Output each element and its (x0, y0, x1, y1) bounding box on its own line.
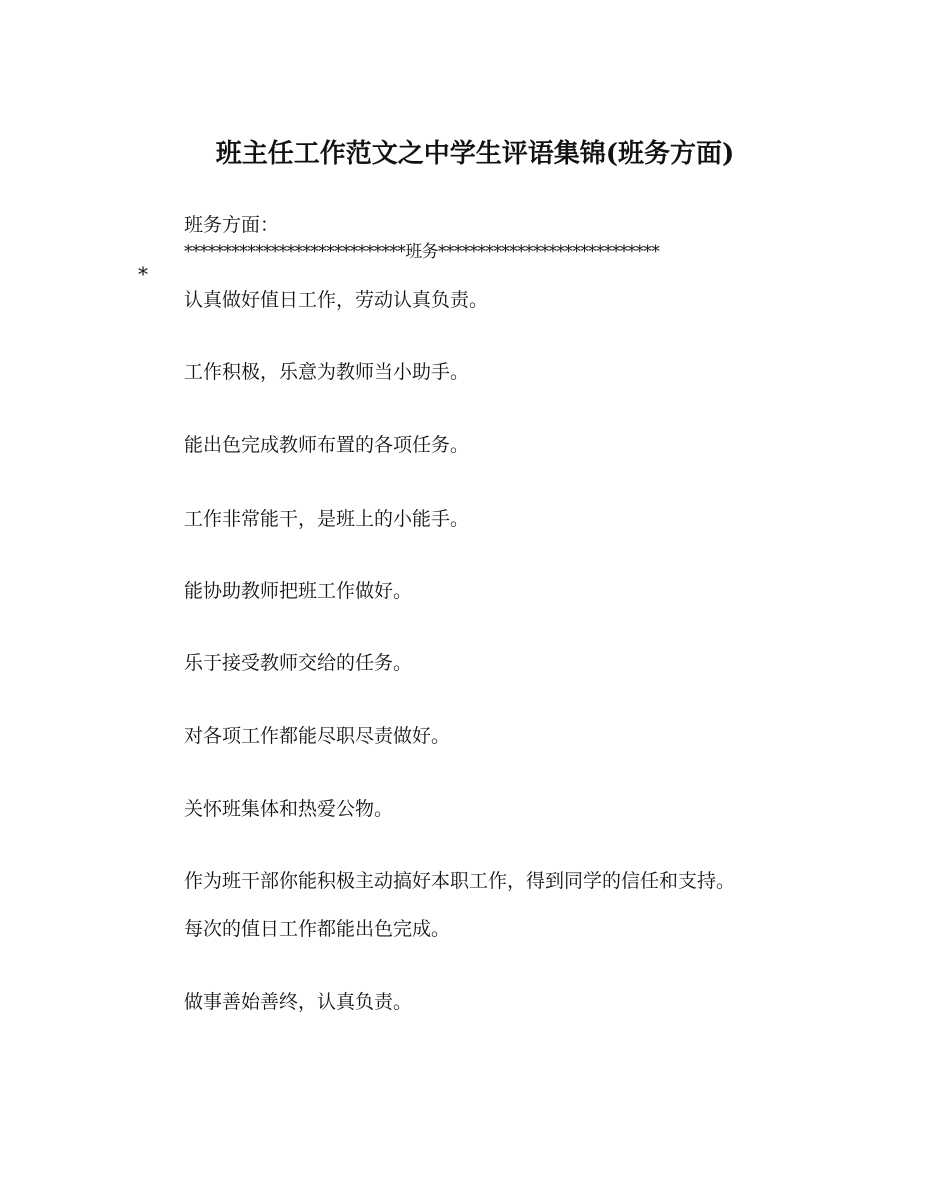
comment-line: 能协助教师把班工作做好。 (184, 580, 413, 602)
comment-line: 能出色完成教师布置的各项任务。 (184, 434, 470, 456)
divider-stars-right: **************************** (438, 242, 660, 262)
comment-line: 工作积极，乐意为教师当小助手。 (184, 361, 470, 383)
section-label: 班务方面： (184, 214, 280, 236)
comment-line: 每次的值日工作都能出色完成。 (184, 918, 451, 940)
section-divider (184, 237, 824, 262)
comment-line: 认真做好值日工作，劳动认真负责。 (184, 289, 489, 311)
comment-line: 对各项工作都能尽职尽责做好。 (184, 725, 451, 747)
comment-line: 作为班干部你能积极主动搞好本职工作，得到同学的信任和支持。 (184, 870, 736, 892)
comment-line: 工作非常能干，是班上的小能手。 (184, 508, 470, 530)
divider-wrap-star: * (138, 262, 148, 286)
document-title: 班主任工作范文之中学生评语集锦(班务方面) (215, 139, 735, 169)
comment-line: 关怀班集体和热爱公物。 (184, 798, 394, 820)
comment-line: 乐于接受教师交给的任务。 (184, 652, 413, 674)
comment-line: 做事善始善终，认真负责。 (184, 991, 413, 1013)
divider-stars-left: **************************** (184, 242, 406, 262)
divider-word: 班务 (405, 242, 439, 262)
